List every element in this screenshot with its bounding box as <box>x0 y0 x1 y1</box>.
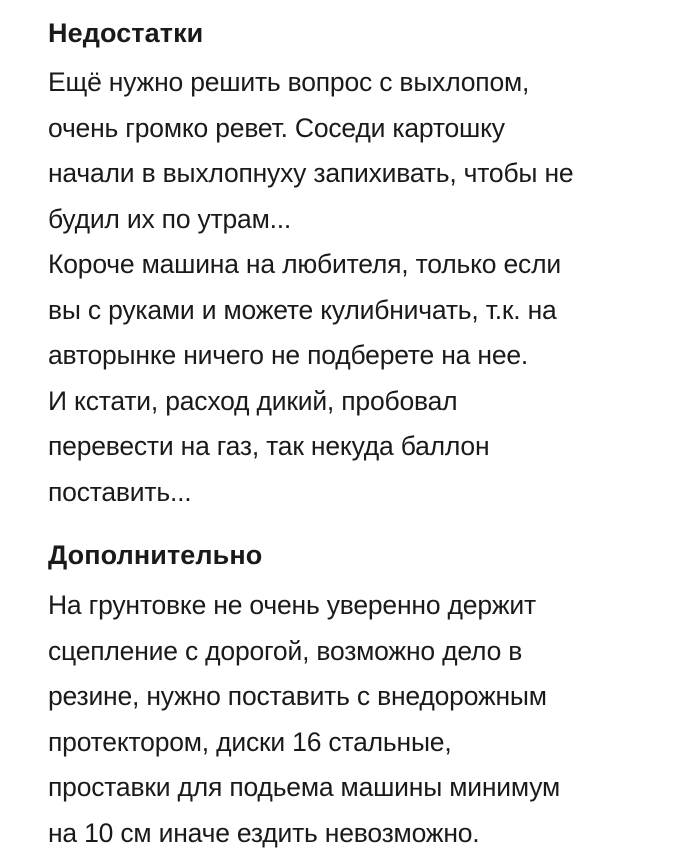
disadvantages-section <box>48 14 660 515</box>
disadvantages-text <box>48 60 660 515</box>
text-line: На грунтовке не очень уверенно держит <box>48 583 660 629</box>
additional-section <box>48 536 660 856</box>
text-line: резине, нужно поставить с внедорожным <box>48 674 660 720</box>
disadvantages-title: Недостатки <box>48 14 660 52</box>
text-line: перевести на газ, так некуда баллон <box>48 424 660 470</box>
text-line: поставить... <box>48 470 660 516</box>
text-line: на 10 см иначе ездить невозможно. <box>48 811 660 856</box>
text-line: проставки для подьема машины минимум <box>48 765 660 811</box>
additional-text <box>48 583 660 856</box>
text-line: Короче машина на любителя, только если <box>48 242 660 288</box>
text-line: очень громко ревет. Соседи картошку <box>48 106 660 152</box>
text-line: протектором, диски 16 стальные, <box>48 720 660 766</box>
text-line: начали в выхлопнуху запихивать, чтобы не <box>48 151 660 197</box>
text-line: вы с руками и можете кулибничать, т.к. на <box>48 288 660 334</box>
text-line: И кстати, расход дикий, пробовал <box>48 379 660 425</box>
text-line: сцепление с дорогой, возможно дело в <box>48 629 660 675</box>
text-line: авторынке ничего не подберете на нее. <box>48 333 660 379</box>
additional-title: Дополнительно <box>48 536 660 574</box>
text-line: Ещё нужно решить вопрос с выхлопом, <box>48 60 660 106</box>
text-line: будил их по утрам... <box>48 197 660 243</box>
